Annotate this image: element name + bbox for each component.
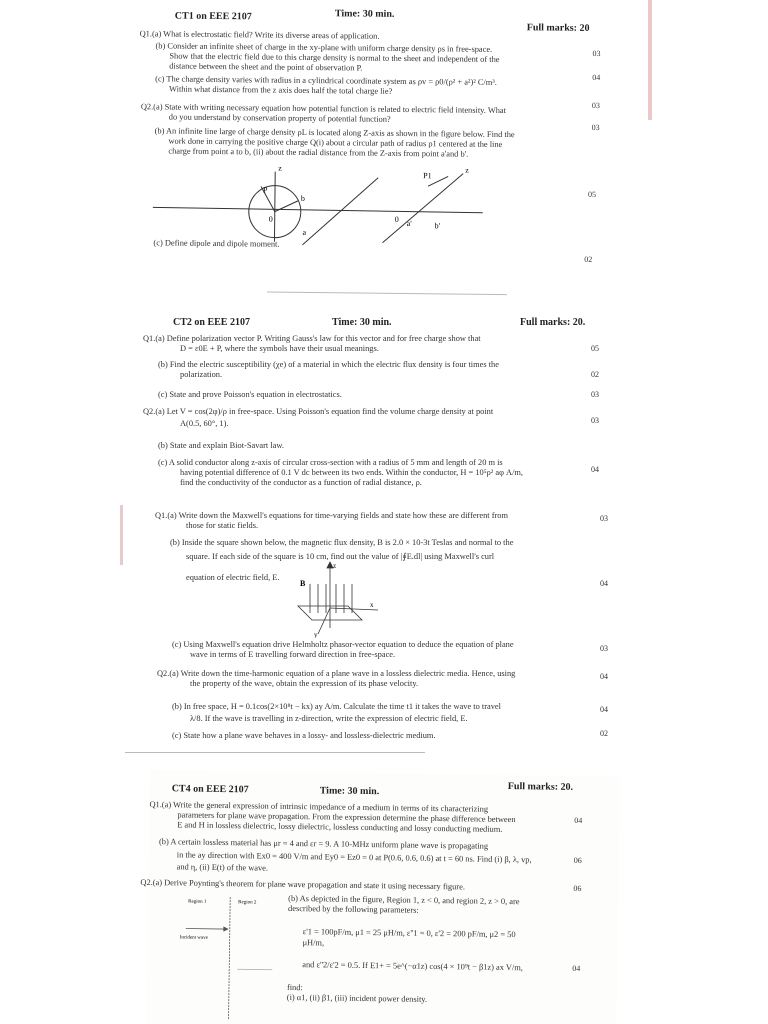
ct3-mark: 02	[600, 729, 608, 738]
fig1-p-label: P	[262, 185, 268, 195]
fig3-region1: Region 1	[188, 899, 207, 905]
ct4-mark: 06	[573, 883, 582, 894]
ct2-line: (c) State and prove Poisson's equation in electrostatics.	[158, 390, 342, 399]
ct2-line: (b) State and explain Biot-Savart law.	[158, 441, 284, 450]
ct3-line: Q1.(a) Write down the Maxwell's equations for time-varying fields and state how these are different from	[155, 511, 508, 520]
fig2-x-label: x	[370, 601, 374, 609]
ct1-title: CT1 on EEE 2107	[174, 10, 252, 23]
ct3-mark: 04	[600, 705, 608, 714]
ct4-line: described by the following parameters:	[288, 903, 419, 915]
fig1-o2-label: 0	[394, 214, 399, 224]
ct2-line: A(0.5, 60°, 1).	[180, 419, 229, 428]
fig1-bp-label: b'	[434, 221, 441, 231]
ct4-mark: 04	[572, 963, 581, 974]
ct1-line: (c) Define dipole and dipole moment.	[153, 238, 280, 249]
ct4-line: Q2.(a) Derive Poynting's theorem for plane wave propagation and state it using necessary figure.	[140, 877, 466, 892]
ct1-line: distance between the sheet and the point of observation P.	[169, 61, 363, 73]
right-edge-stain	[648, 0, 652, 120]
fig2-y-label: y	[314, 631, 318, 638]
ct2-mark: 02	[591, 370, 599, 379]
ct2-line: find the conductivity of the conductor as a function of radial distance, ρ.	[180, 478, 422, 487]
fig1-a-label: a	[302, 227, 307, 237]
ct4-line: find:	[286, 982, 303, 993]
ct1-mark: 05	[587, 189, 597, 199]
fig1-o-label: 0	[268, 214, 273, 224]
ct1-section	[117, 0, 640, 305]
ct1-line: charge from point a to b, (ii) about the radial distance from the Z-axis from point a'and b'.	[168, 146, 469, 159]
ct4-title: CT4 on EEE 2107	[171, 783, 249, 796]
ct1-mark: 02	[584, 254, 593, 264]
ct4-line: E and H in lossless dielectric, lossy dielectric, lossless conducting and lossy conducting medium.	[177, 820, 503, 834]
ct3-line: (c) Using Maxwell's equation drive Helmholtz phasor-vector equation to deduce the equation of plane	[172, 640, 514, 649]
ct4-line: and ε''2/ε'2 = 0.5. If E1+ = 5e^(−α1z) cos(4 × 10⁹t − β1z) ax V/m,	[302, 960, 523, 973]
ct3-line: (b) In free space, H = 0.1cos(2×10⁸t − kx) ay A/m. Calculate the time t1 it takes the wave to travel	[172, 702, 501, 711]
fig2-b-label: B	[300, 579, 306, 588]
fig2-z-label: z	[333, 562, 337, 570]
magnetic-flux-square-figure	[270, 558, 380, 638]
ct2-marks: Full marks: 20.	[520, 317, 586, 328]
ct4-line: in the ay direction with Ex0 = 400 V/m and Ey0 = Ez0 = 0 at P(0.6, 0.6, 0.6) at t = 60 ns. Find (i) β, λ, vp,	[176, 850, 532, 865]
ct1-line: Q1.(a) What is electrostatic field? Write its diverse areas of application.	[139, 29, 380, 41]
ct2-line: (b) Find the electric susceptibility (χe) of a material in which the electric flux density is four times the	[158, 360, 499, 369]
fig1-p1-label: P1	[423, 171, 432, 181]
ct1-divider	[267, 292, 507, 296]
ct4-line: (b) As depicted in the figure, Region 1, z < 0, and region 2, z > 0, are	[288, 893, 520, 907]
fig1-z2-label: z	[465, 165, 469, 175]
ct2-line: Q2.(a) Let V = cos(2φ)/ρ in free-space. Using Poisson's equation find the volume charge density at point	[143, 407, 494, 416]
ct4-mark: 04	[574, 815, 583, 826]
ct2-line: D = ε0E + P, where the symbols have their usual meanings.	[180, 344, 379, 353]
ct3-line: (b) Inside the square shown below, the magnetic flux density, B is 2.0 × 10-3t Teslas and normal to the	[170, 538, 514, 547]
ct1-marks: Full marks: 20	[526, 22, 590, 34]
ct4-line: Q1.(a) Write the general expression of intrinsic impedance of a medium in terms of its characterizing	[149, 799, 489, 814]
ct4-line: parameters for plane wave propagation. From the expression determine the phase difference between	[177, 810, 516, 825]
ct1-mark: 03	[592, 48, 601, 59]
ct3-line: (c) State how a plane wave behaves in a lossy- and lossless-dielectric medium.	[172, 731, 436, 740]
ct2-time: Time: 30 min.	[332, 317, 392, 328]
ct1-mark: 04	[592, 72, 601, 83]
ct2-title: CT2 on EEE 2107	[173, 317, 250, 328]
ct3-line: λ/8. If the wave is travelling in z-direction, write the expression of electric field, E.	[190, 714, 468, 723]
ct1-line: Q2.(a) State with writing necessary equation how potential function is related to electric field intensity. What	[140, 102, 507, 116]
ct1-line: work done in carrying the positive charge Q(i) about a circular path of radius ρ1 centered at the line	[168, 136, 503, 150]
ct1-line: (b) Consider an infinite sheet of charge in the xy-plane with uniform charge density ρs in free-space.	[155, 41, 493, 54]
ct3-mark: 04	[600, 672, 608, 681]
ct4-marks: Full marks: 20.	[507, 780, 574, 793]
ct1-line: Within what distance from the z axis does half the total charge lie?	[169, 84, 393, 96]
ct4-line: (i) α1, (ii) β1, (iii) incident power density.	[286, 992, 428, 1004]
ct3-line: the property of the wave, obtain the expression of its phase velocity.	[190, 679, 419, 688]
ct2-line: having potential difference of 0.1 V dc between its two ends. Within the conductor, H = 10⁵ρ² aφ A/m,	[180, 468, 524, 477]
region-boundary-figure	[157, 888, 279, 1020]
ct2-mark: 03	[591, 416, 599, 425]
ct4-line: μH/m,	[302, 938, 325, 948]
fig1-z-label: z	[278, 163, 282, 173]
ct4-mark: 06	[573, 855, 582, 866]
ct3-divider	[125, 752, 425, 753]
ct2-line: (c) A solid conductor along z-axis of circular cross-section with a radius of 5 mm and length of 20 m is	[158, 458, 503, 467]
ct2-mark: 03	[591, 390, 599, 399]
ct2-mark: 05	[591, 344, 599, 353]
ct4-line: and η, (ii) E(t) of the wave.	[176, 862, 269, 873]
ct3-line: equation of electric field, E.	[186, 573, 280, 582]
ct4-line: (b) A certain lossless material has μr = 4 and εr = 9. A 10-MHz uniform plane wave is propagating	[158, 837, 489, 851]
ct1-line: (b) An infinite line large of charge density ρL is located along Z-axis as shown in the figure below. Find the	[154, 126, 515, 140]
ct3-line: those for static fields.	[186, 521, 259, 530]
ct3-line: square. If each side of the square is 10 cm, find out the value of |∮E.dl| using Maxwell's curl	[186, 552, 495, 561]
ct4-time: Time: 30 min.	[319, 785, 380, 798]
ct1-line: Show that the electric field due to this charge density is normal to the sheet and independent of the	[169, 51, 500, 64]
ct4-section	[140, 770, 620, 1024]
ct1-mark: 03	[591, 122, 600, 133]
ct3-mark: 04	[600, 579, 608, 588]
ct3-mark: 03	[600, 514, 608, 523]
ct4-line: ε'1 = 100pF/m, μ1 = 25 μH/m, ε''1 = 0, ε'2 = 200 pF/m, μ2 = 50	[302, 927, 516, 940]
ct3-line: Q2.(a) Write down the time-harmonic equation of a plane wave in a lossless dielectric media. Hence, using	[157, 669, 516, 678]
fig1-b-label: b	[300, 193, 305, 203]
ct2-mark: 04	[591, 465, 599, 474]
ct3-mark: 03	[600, 644, 608, 653]
ct1-time: Time: 30 min.	[334, 8, 395, 20]
ct1-line: (c) The charge density varies with radius in a cylindrical coordinate system as ρv = ρ0/(ρ² + a²)² C/m³.	[155, 74, 497, 87]
fig3-incident: Incident wave	[179, 935, 208, 941]
fig1-ap-label: a'	[406, 219, 412, 229]
ct2-line: polarization.	[180, 370, 223, 379]
line-charge-figure	[142, 155, 503, 249]
ct3-line: wave in terms of E travelling forward direction in free-space.	[190, 650, 396, 659]
fig3-region2: Region 2	[238, 900, 257, 906]
ct2-line: Q1.(a) Define polarization vector P. Writing Gauss's law for this vector and for free charge show that	[143, 334, 481, 343]
ct2-ct3-section	[115, 300, 635, 770]
ct1-line: do you understand by conservation property of potential function?	[168, 112, 391, 124]
ct1-mark: 03	[591, 100, 600, 111]
